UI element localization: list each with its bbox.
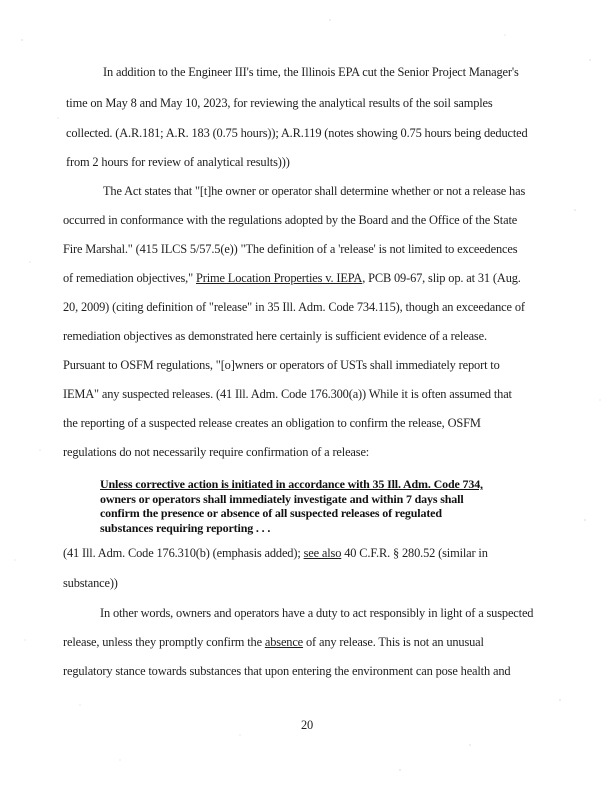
citation-text-b: 40 C.F.R. § 280.52 (similar in (341, 546, 488, 560)
emphasis-absence: absence (264, 635, 304, 649)
block-quote-line-3: confirm the presence or absence of all suspected releases of regulated (100, 506, 442, 520)
citation-text-a: (41 Ill. Adm. Code 176.310(b) (emphasis added); (63, 546, 304, 560)
paragraph-3-line-3: regulatory stance towards substances that upon entering the environment can pose health and (63, 664, 511, 678)
page-number: 20 (300, 718, 314, 732)
paragraph-2-line-4 (63, 271, 521, 286)
block-quote-line-1: Unless corrective action is initiated in accordance with 35 Ill. Adm. Code 734, (100, 477, 483, 491)
case-citation-prime-location: Prime Location Properties v. IEPA (195, 271, 363, 285)
block-quote-line-2: owners or operators shall immediately investigate and within 7 days shall (100, 491, 464, 506)
paragraph-2-line-10: regulations do not necessarily require confirmation of a release: (63, 445, 370, 459)
paragraph-2-line-7: Pursuant to OSFM regulations, "[o]wners or operators of USTs shall immediately report to (63, 358, 500, 372)
block-quote (100, 477, 520, 535)
paragraph-1-line-3: collected. (A.R.181; A.R. 183 (0.75 hours)); A.R.119 (notes showing 0.75 hours being deducted (66, 126, 528, 140)
paragraph-3-line-1: In other words, owners and operators have a duty to act responsibly in light of a suspected (100, 606, 534, 620)
paragraph-2-line-2: occurred in conformance with the regulations adopted by the Board and the Office of the State (63, 213, 518, 227)
paragraph-1-line-1: In addition to the Engineer III's time, the Illinois EPA cut the Senior Project Manager's (103, 65, 519, 79)
paragraph-2-line-5: 20, 2009) (citing definition of "release" in 35 Ill. Adm. Code 734.115), though an exceedance of (63, 300, 525, 314)
paragraph-1-line-2: time on May 8 and May 10, 2023, for reviewing the analytical results of the soil samples (66, 96, 493, 110)
paragraph-2-line-8: IEMA" any suspected releases. (41 Ill. Adm. Code 176.300(a)) While it is often assumed that (63, 387, 512, 401)
paragraph-2-line-6: remediation objectives as demonstrated here certainly is sufficient evidence of a release. (63, 329, 487, 343)
block-quote-line-4: substances requiring reporting . . . (100, 520, 271, 535)
paragraph-2-line-4-text-a: of remediation objectives," (63, 271, 196, 285)
paragraph-2-line-9: the reporting of a suspected release creates an obligation to confirm the release, OSFM (63, 416, 481, 430)
paragraph-2-line-4-text-b: , PCB 09-67, slip op. at 31 (Aug. (362, 271, 521, 285)
paragraph-3-line-2-text-a: release, unless they promptly confirm the (63, 635, 265, 649)
paragraph-3-line-2 (63, 635, 484, 650)
citation-see-also: see also (303, 546, 342, 560)
paragraph-1-line-4: from 2 hours for review of analytical results))) (66, 155, 290, 169)
paragraph-2-line-1: The Act states that "[t]he owner or operator shall determine whether or not a release has (103, 184, 526, 198)
paragraph-2-line-3: Fire Marshal." (415 ILCS 5/57.5(e)) "The definition of a 'release' is not limited to exceedences (63, 242, 518, 256)
paragraph-3-line-2-text-b: of any release. This is not an unusual (303, 635, 484, 649)
citation-line-1 (63, 546, 488, 561)
citation-line-2: substance)) (63, 576, 118, 590)
